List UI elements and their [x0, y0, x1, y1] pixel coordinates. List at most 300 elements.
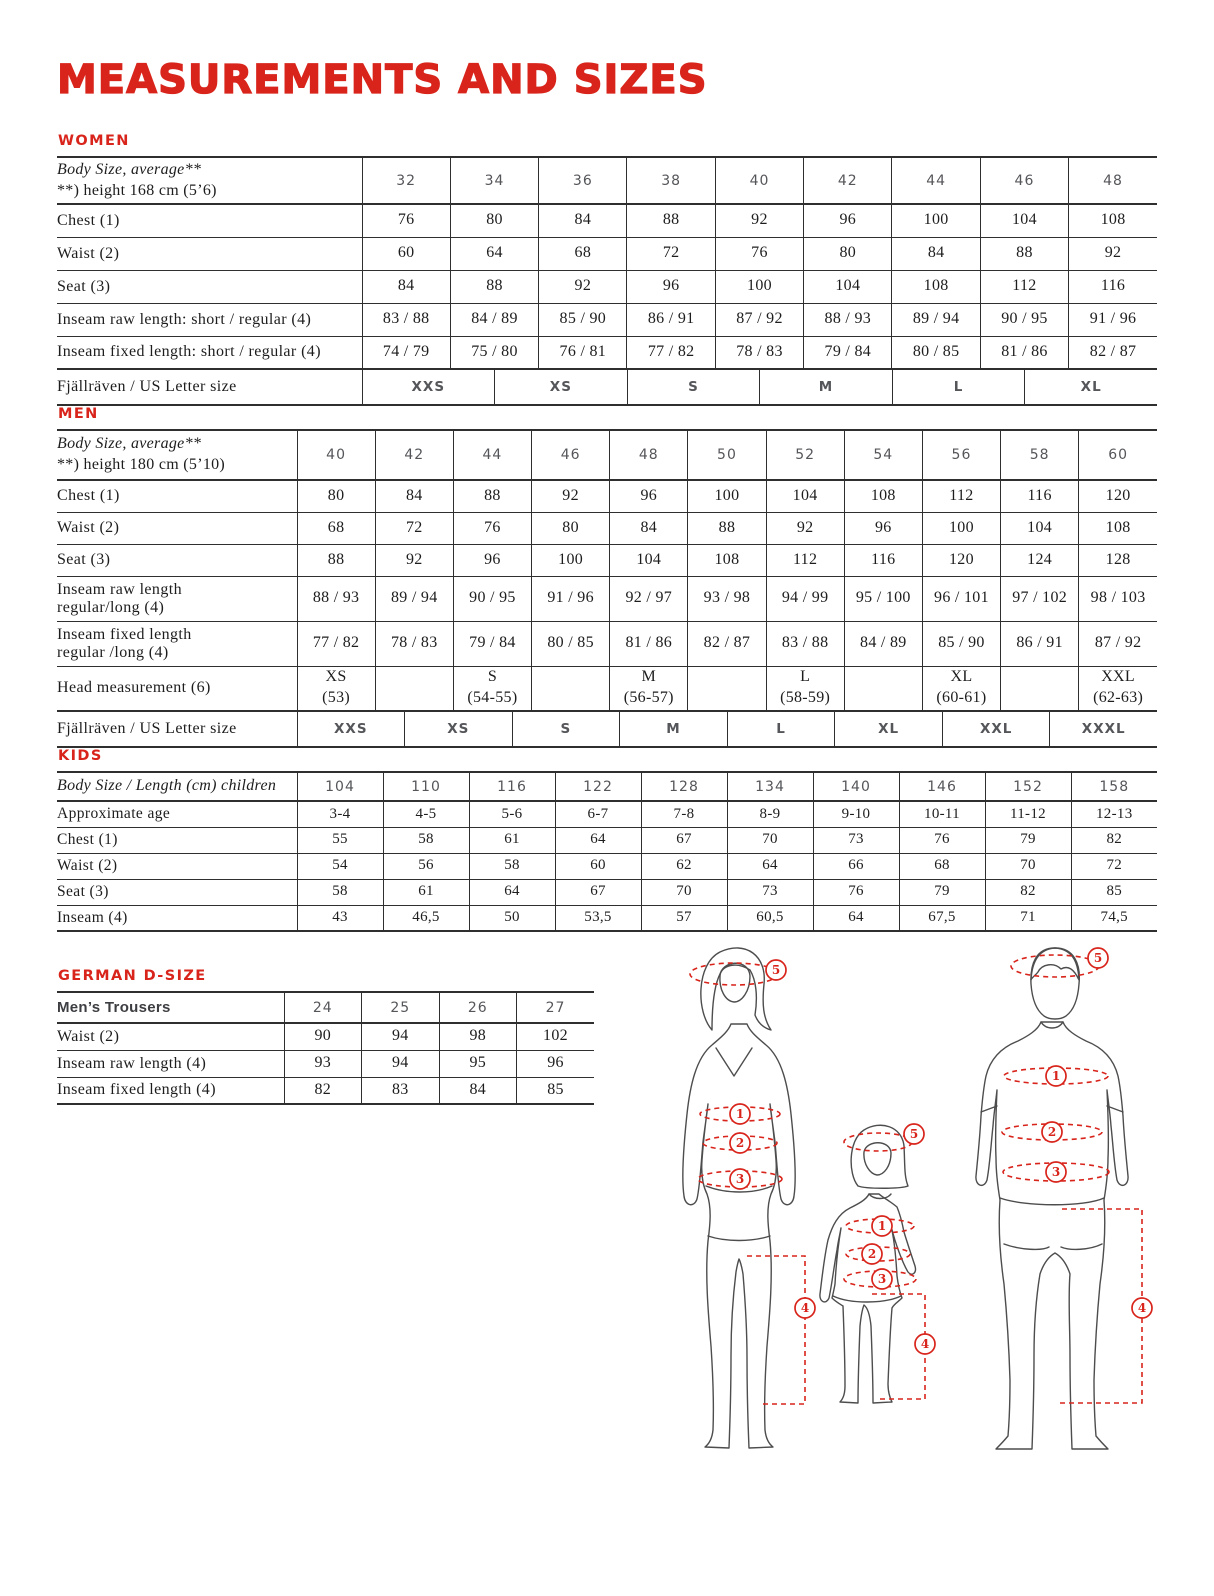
cell-value	[641, 905, 727, 931]
cell-value	[899, 801, 985, 827]
cell-value-line: L	[800, 668, 811, 686]
cell-value	[727, 827, 813, 853]
cell-value-text: 88	[327, 550, 345, 568]
child-seat-number: 3	[877, 1272, 887, 1286]
cell-value-text: 64	[762, 857, 778, 874]
column-header: 52	[766, 430, 844, 480]
cell-value-text: 88 / 93	[824, 310, 872, 328]
cell-value-text: 84	[927, 244, 945, 262]
cell-value-text: 64	[590, 831, 606, 848]
cell-value	[555, 801, 641, 827]
cell-value-text: 98 / 103	[1090, 589, 1146, 607]
cell-value	[517, 1023, 595, 1050]
column-header: 128	[641, 772, 727, 801]
cell-value	[375, 576, 453, 621]
cell-value	[610, 666, 688, 711]
cell-value-text: 112	[1012, 277, 1037, 295]
table-header-row	[57, 772, 1157, 801]
cell-value-text: 84	[574, 211, 592, 229]
cell-value-text: 72	[1106, 857, 1123, 874]
cell-value-text: 83 / 88	[382, 310, 430, 328]
header-label-line: Men’s Trousers	[57, 998, 171, 1016]
cell-value-text: 86 / 91	[647, 310, 695, 328]
letter-cells-flex	[298, 712, 1158, 746]
cell-value	[688, 621, 766, 666]
cell-value-text: 6-7	[587, 805, 609, 822]
cell-value-text: 85	[1106, 883, 1123, 900]
row-label	[57, 544, 297, 576]
row-label-line: Seat (3)	[57, 277, 111, 295]
cell-value	[727, 801, 813, 827]
cell-value-text: 96	[484, 550, 501, 568]
cell-value-text: 124	[1027, 550, 1053, 568]
cell-value	[532, 666, 610, 711]
letter-size-row	[57, 711, 1157, 747]
cell-value-text: 81 / 86	[1001, 342, 1048, 360]
cell-value-text: 8-9	[759, 805, 781, 822]
cell-value	[813, 853, 899, 879]
cell-value	[375, 621, 453, 666]
cell-value-text: 116	[1027, 486, 1052, 504]
cell-value-text: 120	[1105, 486, 1131, 504]
cell-value	[813, 905, 899, 931]
letter-size-cell: L	[727, 712, 835, 746]
cell-value-text: 80	[562, 518, 579, 536]
cell-value-text: 88	[1016, 244, 1033, 262]
cell-value	[766, 512, 844, 544]
cell-value-text: 96	[662, 277, 680, 295]
cell-value-text: 90 / 95	[469, 589, 516, 607]
column-header: 50	[688, 430, 766, 480]
row-label	[57, 905, 297, 931]
cell-value-text: 66	[848, 857, 864, 874]
column-header: 38	[627, 157, 715, 204]
cell-value-text: 64	[486, 244, 503, 262]
kids-size-table	[57, 771, 1157, 932]
table-row	[57, 1050, 594, 1077]
cell-value	[532, 621, 610, 666]
cell-value-text: 60,5	[756, 909, 784, 925]
cell-value-text: 104	[1012, 211, 1037, 229]
row-label	[57, 827, 297, 853]
section-men	[57, 406, 1157, 748]
cell-value-text: 78 / 83	[390, 634, 438, 652]
cell-value	[1069, 204, 1157, 237]
cell-value-line: (60-61)	[936, 689, 987, 707]
column-header: 44	[892, 157, 980, 204]
cell-value	[1071, 879, 1157, 905]
cell-value	[555, 879, 641, 905]
row-label-line: Head measurement (6)	[57, 679, 211, 697]
row-label-line: regular /long (4)	[57, 643, 169, 661]
cell-value	[922, 544, 1000, 576]
column-header: 48	[1069, 157, 1157, 204]
row-label-line: Seat (3)	[57, 883, 109, 900]
kids-table-container	[57, 771, 1157, 932]
row-label	[57, 1023, 284, 1050]
cell-value-text: 82 / 87	[703, 634, 751, 652]
letter-size-cell: XS	[404, 712, 512, 746]
cell-value-text: 108	[923, 277, 949, 295]
cell-value	[469, 905, 555, 931]
table-row	[57, 905, 1157, 931]
cell-value	[439, 1050, 517, 1077]
cell-value	[688, 512, 766, 544]
cell-value	[892, 336, 980, 369]
cell-value-text: 57	[676, 909, 692, 925]
cell-value	[284, 1050, 362, 1077]
cell-value-text: 79	[1020, 831, 1036, 848]
cell-value	[844, 621, 922, 666]
cell-value	[980, 336, 1068, 369]
cell-value-text: 70	[1020, 857, 1036, 874]
cell-value	[715, 270, 803, 303]
measurement-figures-illustration	[650, 936, 1175, 1476]
row-label-line: Inseam fixed length (4)	[57, 1081, 216, 1099]
cell-value-text: 104	[636, 550, 662, 568]
cell-value-text: 88	[484, 486, 501, 504]
cell-value-text: 116	[871, 550, 896, 568]
cell-value-text: 82	[1020, 883, 1036, 900]
cell-value	[362, 237, 450, 270]
row-label	[57, 801, 297, 827]
table-row	[57, 303, 1157, 336]
row-label	[57, 1050, 284, 1077]
cell-value	[1001, 512, 1079, 544]
cell-value	[844, 480, 922, 512]
cell-value	[517, 1050, 595, 1077]
row-label-line: Waist (2)	[57, 244, 120, 262]
cell-value-text: 87 / 92	[736, 310, 783, 328]
cell-value-line: S	[487, 668, 498, 686]
cell-value	[715, 336, 803, 369]
column-header: 42	[375, 430, 453, 480]
column-header: 158	[1071, 772, 1157, 801]
cell-value	[610, 512, 688, 544]
figure-man	[976, 948, 1152, 1449]
cell-value	[453, 621, 531, 666]
cell-value	[715, 237, 803, 270]
cell-value-text: 75 / 80	[471, 342, 518, 360]
table-row	[57, 512, 1157, 544]
cell-value	[362, 1077, 440, 1104]
cell-value-line: (54-55)	[467, 689, 518, 707]
cell-value	[1001, 666, 1079, 711]
cell-value-text: 60	[397, 244, 415, 262]
cell-value	[844, 544, 922, 576]
cell-value-text: 92	[574, 277, 592, 295]
cell-value-text: 108	[1100, 211, 1126, 229]
cell-value-text: 77 / 82	[312, 634, 360, 652]
cell-value	[1079, 621, 1157, 666]
row-label-line: Chest (1)	[57, 211, 120, 229]
cell-value	[539, 237, 627, 270]
child-chest-number: 1	[877, 1219, 887, 1233]
cell-value-text: 74,5	[1100, 909, 1128, 925]
cell-value	[1001, 480, 1079, 512]
cell-value-text: 68	[934, 857, 950, 874]
section-women	[57, 133, 1157, 406]
cell-value-text: 120	[949, 550, 974, 568]
cell-value	[766, 480, 844, 512]
cell-value-text: 84	[640, 518, 658, 536]
cell-value	[297, 544, 375, 576]
cell-value	[362, 270, 450, 303]
cell-value	[383, 827, 469, 853]
section-label-german: GERMAN D-SIZE	[58, 968, 207, 984]
cell-value-line: (58-59)	[780, 689, 831, 707]
table-row	[57, 336, 1157, 369]
cell-value-text: 56	[418, 857, 434, 874]
cell-value	[727, 879, 813, 905]
cell-value-text: 84 / 89	[860, 634, 907, 652]
cell-value-text: 108	[870, 486, 896, 504]
column-header: 24	[284, 992, 362, 1023]
cell-value-text: 79 / 84	[469, 634, 516, 652]
cell-value	[297, 827, 383, 853]
table-row	[57, 204, 1157, 237]
cell-value	[517, 1077, 595, 1104]
woman-chest-number: 1	[735, 1107, 745, 1121]
cell-value	[985, 827, 1071, 853]
cell-value	[539, 270, 627, 303]
row-label-line: Inseam (4)	[57, 908, 128, 926]
column-header: 140	[813, 772, 899, 801]
cell-value-text: 100	[949, 518, 974, 536]
child-inseam-number: 4	[920, 1337, 930, 1351]
cell-value-text: 11-12	[1010, 805, 1046, 822]
row-label	[57, 270, 362, 303]
cell-value-text: 90	[314, 1027, 332, 1045]
letter-size-cell: XL	[1024, 370, 1157, 404]
row-label	[57, 237, 362, 270]
header-label-line: **) height 180 cm (5’10)	[57, 456, 226, 473]
cell-value-text: 96	[874, 518, 892, 536]
cell-value-text: 92	[1104, 244, 1122, 262]
cell-value-text: 92	[796, 518, 814, 536]
cell-value	[980, 204, 1068, 237]
woman-seat-number: 3	[735, 1172, 745, 1186]
cell-value-text: 53,5	[584, 909, 612, 925]
cell-value	[555, 905, 641, 931]
cell-value-text: 80	[486, 211, 503, 229]
letter-size-cell: M	[619, 712, 727, 746]
cell-value	[1079, 576, 1157, 621]
cell-value-line: XXL	[1101, 668, 1135, 686]
column-header: 32	[362, 157, 450, 204]
cell-value	[450, 204, 538, 237]
woman-head-number: 5	[771, 963, 781, 977]
cell-value	[453, 512, 531, 544]
column-header: 25	[362, 992, 440, 1023]
row-label	[57, 512, 297, 544]
german-size-table	[57, 991, 594, 1105]
cell-value-text: 50	[504, 909, 520, 925]
cell-value-text: 7-8	[673, 805, 695, 822]
cell-value-text: 128	[1105, 550, 1131, 568]
letter-size-cell: XXS	[411, 379, 446, 395]
cell-value-text: 67,5	[928, 909, 956, 925]
man-inseam-measure-line	[1060, 1209, 1142, 1403]
cell-value-text: 62	[676, 857, 692, 874]
cell-value	[804, 336, 892, 369]
column-header: 134	[727, 772, 813, 801]
cell-value-text: 55	[332, 831, 348, 848]
cell-value	[284, 1077, 362, 1104]
cell-value	[892, 204, 980, 237]
cell-value	[297, 576, 375, 621]
cell-value	[766, 666, 844, 711]
cell-value	[715, 204, 803, 237]
cell-value	[688, 576, 766, 621]
cell-value	[1071, 827, 1157, 853]
cell-value	[922, 621, 1000, 666]
cell-value	[844, 512, 922, 544]
cell-value	[450, 336, 538, 369]
cell-value-text: 91 / 96	[1089, 310, 1137, 328]
cell-value-text: 93 / 98	[703, 589, 751, 607]
cell-value-text: 64	[504, 883, 520, 900]
cell-value	[450, 237, 538, 270]
cell-value-text: 94	[391, 1054, 409, 1072]
cell-value-text: 60	[590, 857, 606, 874]
cell-value	[899, 905, 985, 931]
header-label-line: **) height 168 cm (5’6)	[57, 181, 217, 199]
cell-value-text: 96 / 101	[934, 589, 989, 607]
column-header: 40	[715, 157, 803, 204]
row-label	[57, 576, 297, 621]
letter-size-cell: XXS	[334, 721, 368, 737]
row-label	[57, 204, 362, 237]
cell-value-text: 64	[848, 909, 864, 925]
cell-value-line: XS	[325, 668, 347, 686]
letter-size-cell: M	[759, 370, 892, 404]
cell-value-text: 108	[1105, 518, 1131, 536]
cell-value	[362, 336, 450, 369]
cell-value	[727, 853, 813, 879]
cell-value	[1079, 666, 1157, 711]
row-label-line: Inseam fixed length	[57, 625, 192, 643]
cell-value	[362, 1050, 440, 1077]
column-header: 104	[297, 772, 383, 801]
cell-value-text: 112	[949, 486, 974, 504]
cell-value	[469, 827, 555, 853]
cell-value	[375, 512, 453, 544]
cell-value	[375, 544, 453, 576]
cell-value-text: 84	[469, 1080, 487, 1098]
cell-value	[766, 544, 844, 576]
cell-value-text: 88	[662, 211, 680, 229]
cell-value-text: 84	[397, 277, 415, 295]
section-german	[57, 968, 602, 1105]
cell-value-text: 78 / 83	[736, 342, 783, 360]
cell-value-text: 102	[543, 1027, 568, 1045]
cell-value	[1079, 512, 1157, 544]
column-header: 26	[439, 992, 517, 1023]
men-size-table	[57, 429, 1157, 748]
man-head-number: 5	[1093, 951, 1103, 965]
cell-value	[892, 303, 980, 336]
page-title: MEASUREMENTS AND SIZES	[57, 57, 708, 103]
row-label	[57, 303, 362, 336]
child-waist-number: 2	[867, 1247, 877, 1261]
cell-value-text: 92	[751, 211, 768, 229]
cell-value	[469, 853, 555, 879]
cell-value	[532, 480, 610, 512]
cell-value-text: 80	[327, 486, 345, 504]
cell-value	[627, 336, 715, 369]
cell-value-text: 98	[469, 1027, 487, 1045]
cell-value-text: 85 / 90	[559, 310, 607, 328]
cell-value-text: 96	[640, 486, 658, 504]
section-label-men: MEN	[58, 406, 99, 422]
cell-value	[804, 237, 892, 270]
cell-value-text: 88	[718, 518, 736, 536]
cell-value	[641, 853, 727, 879]
column-header: 110	[383, 772, 469, 801]
table-row	[57, 480, 1157, 512]
cell-value	[1071, 905, 1157, 931]
row-label	[57, 666, 297, 711]
letter-row-cells	[297, 711, 1157, 747]
cell-value	[375, 480, 453, 512]
row-label	[57, 853, 297, 879]
cell-value	[1069, 336, 1157, 369]
column-header: 56	[922, 430, 1000, 480]
letter-row-label: Fjällräven / US Letter size	[57, 711, 297, 747]
cell-value	[1079, 544, 1157, 576]
cell-value-text: 68	[327, 518, 345, 536]
cell-value	[383, 905, 469, 931]
letter-cells-flex	[363, 370, 1158, 404]
cell-value-text: 67	[590, 883, 606, 900]
cell-value-text: 91 / 96	[547, 589, 594, 607]
cell-value	[1001, 576, 1079, 621]
cell-value-text: 61	[418, 883, 434, 900]
column-header: 58	[1001, 430, 1079, 480]
cell-value-text: 73	[762, 883, 778, 900]
cell-value-text: 88	[486, 277, 503, 295]
cell-value	[1079, 480, 1157, 512]
cell-value	[1071, 853, 1157, 879]
cell-value	[766, 576, 844, 621]
row-label	[57, 480, 297, 512]
cell-value	[450, 270, 538, 303]
cell-value	[980, 303, 1068, 336]
column-header: 34	[450, 157, 538, 204]
cell-value	[297, 853, 383, 879]
cell-value	[627, 303, 715, 336]
cell-value	[813, 879, 899, 905]
table-row	[57, 237, 1157, 270]
man-seat-number: 3	[1051, 1165, 1061, 1179]
cell-value-text: 96	[839, 211, 857, 229]
cell-value-text: 82	[314, 1080, 332, 1098]
header-label-line: Body Size, average**	[57, 435, 202, 453]
table-row	[57, 879, 1157, 905]
cell-value	[922, 576, 1000, 621]
cell-value	[899, 827, 985, 853]
section-label-kids: KIDS	[58, 748, 103, 764]
cell-value-text: 83 / 88	[781, 634, 829, 652]
german-table-container	[57, 991, 602, 1105]
cell-value	[610, 544, 688, 576]
header-label-line: Body Size, average**	[57, 160, 202, 178]
cell-value-text: 58	[418, 831, 434, 848]
cell-value-text: 84	[405, 486, 423, 504]
cell-value-text: 9-10	[841, 805, 871, 822]
cell-value-text: 100	[558, 550, 584, 568]
